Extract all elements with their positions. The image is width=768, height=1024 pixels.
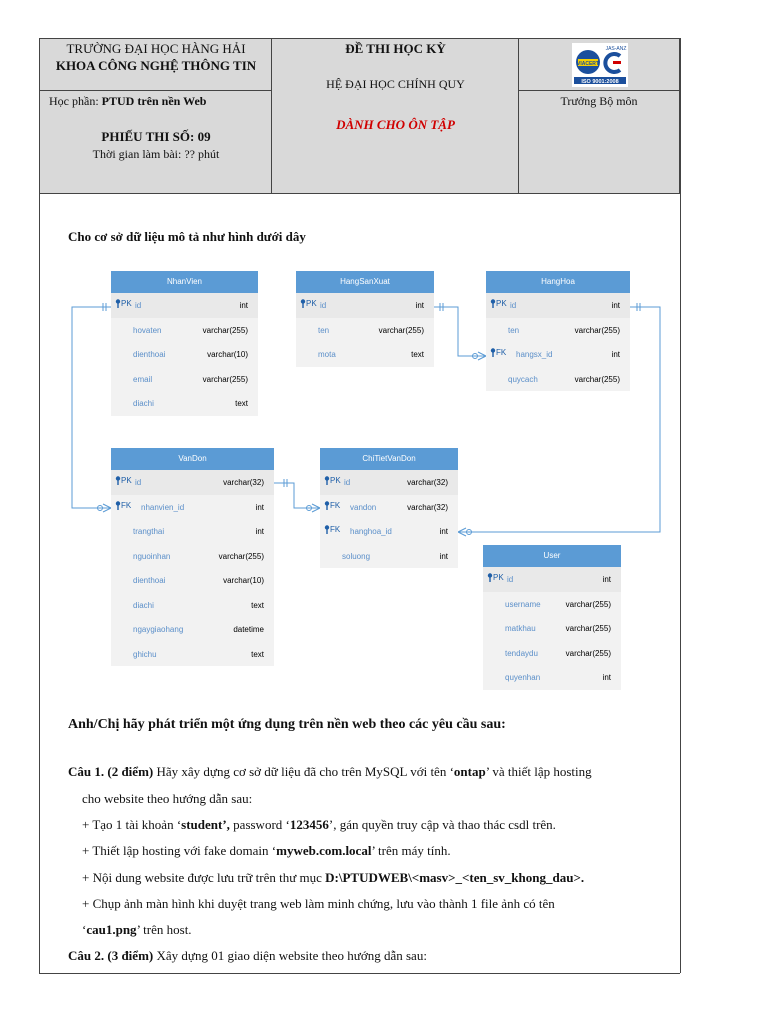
- exam-code: PHIẾU THI SỐ: 09: [101, 129, 211, 144]
- exam-purpose: DÀNH CHO ÔN TẬP: [336, 117, 455, 132]
- table-row: FK nhanvien_id int: [111, 495, 274, 520]
- foreign-key-icon: FK: [324, 501, 340, 510]
- intro-text: Cho cơ sở dữ liệu mô tả như hình dưới dây: [68, 229, 306, 244]
- table-row: mota text: [318, 350, 424, 359]
- table-row: PK id int: [111, 293, 258, 318]
- table-header: User: [483, 545, 621, 567]
- table-row: ten varchar(255): [318, 325, 424, 335]
- question-1-bullet-4-cont: ‘cau1.png’ trên host.: [82, 922, 192, 937]
- table-row: FK hanghoa_id int: [320, 519, 458, 544]
- question-2-line-1: Câu 2. (3 điểm) Xây dựng 01 giao diện website theo hướng dẫn sau:: [68, 948, 427, 963]
- table-row: email varchar(255): [133, 374, 248, 384]
- department-head-label: Trưởng Bộ môn: [560, 94, 638, 108]
- primary-key-icon: PK: [115, 299, 132, 308]
- foreign-key-icon: FK: [490, 348, 506, 357]
- table-row: username varchar(255): [505, 599, 611, 609]
- table-header: HangHoa: [486, 271, 630, 293]
- table-row: soluong int: [342, 551, 448, 561]
- table-header: VanDon: [111, 448, 274, 470]
- primary-key-icon: PK: [300, 299, 317, 308]
- question-1-bullet-3: + Nội dung website được lưu trữ trên thư mục D:\PTUDWEB\<masv>_<ten_sv_khong_dau>.: [82, 870, 585, 885]
- table-row: dienthoai varchar(10): [133, 576, 264, 585]
- table-row: hovaten varchar(255): [133, 325, 248, 335]
- table-user: [483, 545, 621, 690]
- question-1-bullet-1: + Tạo 1 tài khoản ‘student’, password ‘123456’, gán quyền truy cập và thao thác csdl trên.: [82, 817, 556, 832]
- table-hangsanxuat: [296, 271, 434, 367]
- question-1-bullet-4: + Chụp ảnh màn hình khi duyệt trang web làm minh chứng, lưu vào thành 1 file ảnh có tên: [82, 896, 555, 911]
- db-name: ontap: [453, 764, 486, 779]
- primary-key-icon: PK: [115, 476, 132, 485]
- table-row: nguoinhan varchar(255): [133, 551, 264, 561]
- table-header: HangSanXuat: [296, 271, 434, 293]
- exam-duration: Thời gian làm bài: ?? phút: [92, 147, 220, 161]
- table-nhanvien: [111, 271, 258, 416]
- table-row: quycach varchar(255): [508, 374, 620, 384]
- logo-brand: VIACERT: [577, 61, 599, 67]
- table-row: tendaydu varchar(255): [505, 648, 611, 658]
- foreign-key-icon: FK: [324, 525, 340, 534]
- question-1-line-2: cho website theo hướng dẫn sau:: [82, 791, 253, 806]
- table-row: ngaygiaohang datetime: [133, 625, 264, 634]
- table-row: matkhau varchar(255): [505, 624, 611, 633]
- table-row: ghichu text: [133, 649, 264, 659]
- course-name: PTUD trên nền Web: [101, 94, 207, 108]
- requirement-heading: Anh/Chị hãy phát triển một ứng dụng trên nền web theo các yêu cầu sau:: [68, 717, 506, 732]
- table-row: FK hangsx_id int: [486, 342, 630, 367]
- question-1-points: (2 điểm): [107, 764, 154, 779]
- question-1-line-1: Câu 1. (2 điểm) Hãy xây dựng cơ sở dữ liệu đã cho trên MySQL với tên ‘ontap’ và thiết lập hosting: [68, 764, 592, 779]
- table-row: quyenhan int: [505, 673, 611, 682]
- primary-key-icon: PK: [487, 573, 504, 582]
- program-name: HỆ ĐẠI HỌC CHÍNH QUY: [326, 77, 465, 91]
- table-row: diachi text: [133, 399, 248, 408]
- table-row: dienthoai varchar(10): [133, 350, 248, 359]
- foreign-key-icon: FK: [115, 501, 131, 510]
- school-name: TRƯỜNG ĐẠI HỌC HÀNG HẢI: [66, 41, 246, 56]
- table-header: NhanVien: [111, 271, 258, 293]
- primary-key-icon: PK: [490, 299, 507, 308]
- page-bottom-border: [39, 973, 680, 974]
- logo-top: JAS-ANZ: [605, 46, 627, 52]
- table-row: FK vandon varchar(32): [320, 495, 458, 520]
- question-2-points: (3 điểm): [107, 948, 154, 963]
- relation-hangsanxuat-hanghoa: [434, 307, 486, 356]
- table-hanghoa: [486, 271, 630, 391]
- table-row: PK id int: [296, 293, 434, 318]
- table-row: diachi text: [133, 600, 264, 610]
- table-row: PK id int: [486, 293, 630, 318]
- question-1-label: Câu 1.: [68, 764, 105, 779]
- question-1-bullet-2: + Thiết lập hosting với fake domain ‘myweb.com.local’ trên máy tính.: [82, 843, 451, 858]
- course-label: Học phần:: [49, 94, 99, 108]
- table-row: ten varchar(255): [508, 325, 620, 335]
- relation-nhanvien-vandon: [72, 307, 111, 508]
- primary-key-icon: PK: [324, 476, 341, 485]
- logo-iso: ISO 9001:2008: [581, 79, 619, 85]
- table-vandon: [111, 448, 274, 666]
- table-header: ChiTietVanDon: [320, 448, 458, 470]
- table-chitietvandon: [320, 448, 458, 568]
- table-row: PK id varchar(32): [320, 470, 458, 495]
- table-row: trangthai int: [133, 527, 264, 536]
- faculty-name: KHOA CÔNG NGHỆ THÔNG TIN: [55, 58, 257, 73]
- question-2-label: Câu 2.: [68, 948, 105, 963]
- table-row: PK id int: [483, 567, 621, 592]
- table-row: PK id varchar(32): [111, 470, 274, 495]
- exam-title: ĐỀ THI HỌC KỲ: [345, 41, 446, 56]
